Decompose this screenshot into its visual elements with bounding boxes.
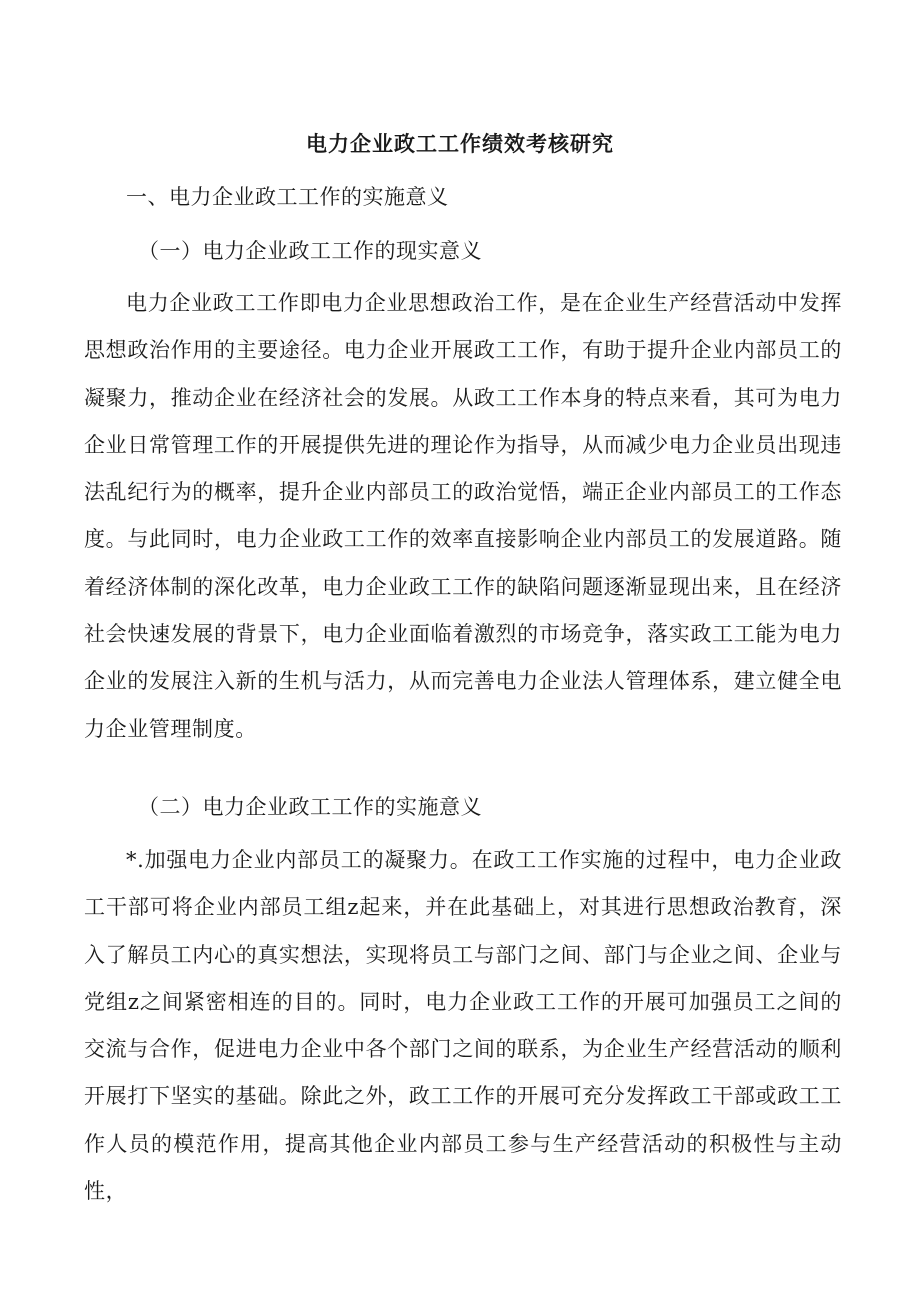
subsection-heading-1: （一）电力企业政工工作的现实意义 [138,239,482,263]
paragraph-practical-significance: 电力企业政工工作即电力企业思想政治工作，是在企业生产经营活动中发挥思想政治作用的主要途径。电力企业开展政工工作，有助于提升企业内部员工的凝聚力，推动企业在经济社会的发展。从政工工作本身的特点来看，其可为电力企业日常管理工作的开展提供先进的理论作为指导，从而减少电力企业员出现违法乱纪行为的概率，提升企业内部员工的政治觉悟，端正企业内部员工的工作态度。与此同时，电力企业政工工作的效率直接影响企业内部员工的发展道路。随着经济体制的深化改革，电力企业政工工作的缺陷问题逐渐显现出来，且在经济社会快速发展的背景下，电力企业面临着激烈的市场竞争，落实政工工能为电力企业的发展注入新的生机与活力，从而完善电力企业法人管理体系，建立健全电力企业管理制度。 [84,291,842,741]
document-title: 电力企业政工工作绩效考核研究 [306,131,614,156]
section-heading-1: 一、电力企业政工工作的实施意义 [126,185,449,209]
paragraph-implementation-significance: *.加强电力企业内部员工的凝聚力。在政工工作实施的过程中，电力企业政工干部可将企业内部员工组z起来，并在此基础上，对其进行思想政治教育，深入了解员工内心的真实想法，实现将员工与部门之间、部门与企业之间、企业与党组z之间紧密相连的目的。同时，电力企业政工工作的开展可加强员工之间的交流与合作，促进电力企业中各个部门之间的联系，为企业生产经营活动的顺利开展打下坚实的基础。除此之外，政工工作的开展可充分发挥政工干部或政工工作人员的模范作用，提高其他企业内部员工参与生产经营活动的积极性与主动性， [84,848,842,1204]
subsection-heading-2: （二）电力企业政工工作的实施意义 [138,795,482,819]
